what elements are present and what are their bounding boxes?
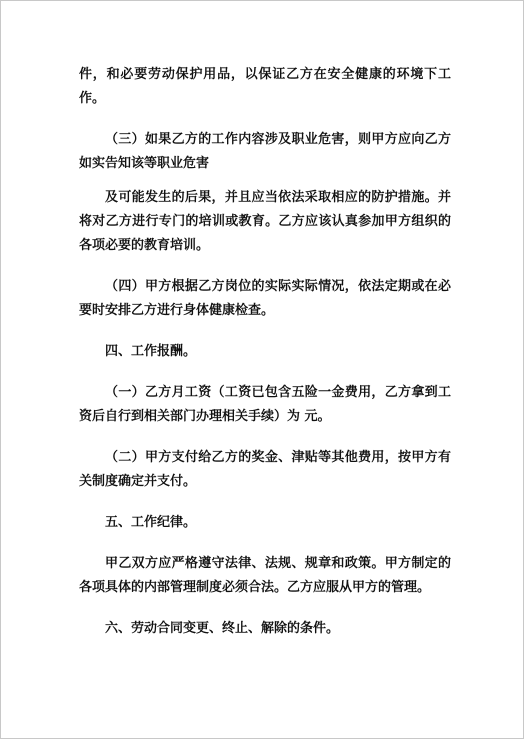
section-heading-contract-change: 六、劳动合同变更、终止、解除的条件。 xyxy=(105,621,340,636)
paragraph-protection-supplies: 件，和必要劳动保护用品，以保证乙方在安全健康的环境下工作。 xyxy=(79,67,451,106)
section-heading-remuneration: 四、工作报酬。 xyxy=(105,344,197,359)
paragraph-health-check: （四）甲方根据乙方岗位的实际实际情况，依法定期或在必要时安排乙方进行身体健康检查。 xyxy=(79,279,451,318)
section-heading-discipline: 五、工作纪律。 xyxy=(105,515,197,530)
paragraph-bonus-allowance: （二）甲方支付给乙方的奖金、津贴等其他费用，按甲方有关制度确定并支付。 xyxy=(79,450,451,489)
paragraph-monthly-salary: （一）乙方月工资（工资已包含五险一金费用，乙方拿到工资后自行到相关部门办理相关手续）为 元。 xyxy=(79,385,451,424)
paragraph-protective-measures: 及可能发生的后果，并且应当依法采取相应的防护措施。并将对乙方进行专门的培训或教育。乙方应该认真参加甲方组织的各项必要的教育培训。 xyxy=(79,190,451,253)
paragraph-comply-laws: 甲乙双方应严格遵守法律、法规、规章和政策。甲方制定的各项具体的内部管理制度必须合法。乙方应服从甲方的管理。 xyxy=(79,556,451,595)
paragraph-occupational-hazard: （三）如果乙方的工作内容涉及职业危害，则甲方应向乙方如实告知该等职业危害 xyxy=(79,132,451,171)
document-body xyxy=(79,63,451,658)
